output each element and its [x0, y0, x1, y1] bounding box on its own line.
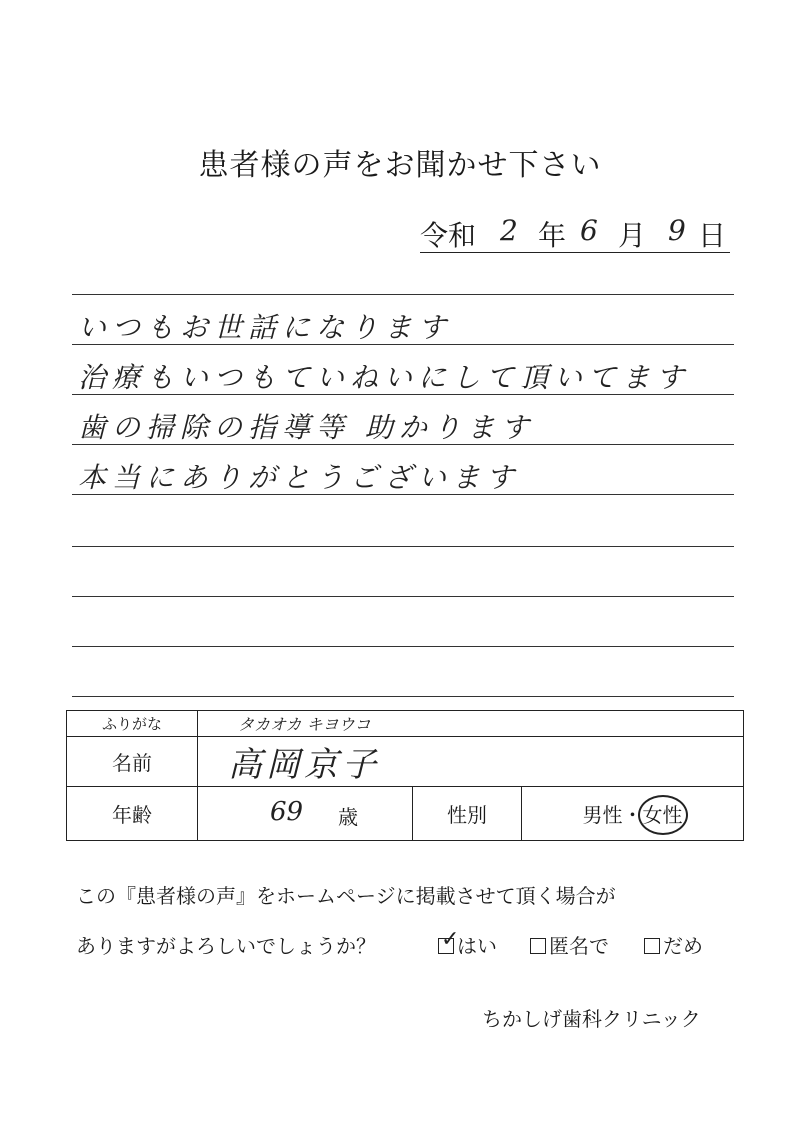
- date-year-label: 年: [538, 219, 567, 252]
- consent-option-yes[interactable]: [438, 927, 497, 959]
- consent-option-no[interactable]: [644, 930, 703, 959]
- check-mark-icon: ✓: [441, 927, 460, 952]
- message-line-2: 治療もいつもていねいにして頂いてます: [78, 361, 691, 394]
- option-no-label: だめ: [663, 934, 703, 958]
- gender-selected-circle: [638, 795, 688, 835]
- date-field: [420, 212, 730, 253]
- consent-option-anonymous[interactable]: [530, 930, 609, 959]
- option-yes-label: はい: [457, 934, 497, 958]
- age-unit: 歳: [338, 805, 358, 829]
- furigana-label: ふりがな: [67, 711, 198, 737]
- date-day: 9: [668, 214, 686, 247]
- date-year: 2: [500, 214, 518, 247]
- patient-info-table: [66, 710, 744, 841]
- consent-question-line-1: この『患者様の声』をホームページに掲載させて頂く場合が: [76, 884, 616, 908]
- page-title: 患者様の声をお聞かせ下さい: [198, 148, 602, 183]
- checkbox-yes[interactable]: [438, 927, 460, 954]
- message-line-3: 歯の掃除の指導等 助かります: [78, 411, 535, 444]
- consent-question-line-2: ありますがよろしいでしょうか？: [76, 934, 376, 958]
- age-cell: [198, 787, 413, 841]
- date-era: 令和: [420, 219, 477, 252]
- age-value: 69: [270, 797, 304, 827]
- furigana-value: タカオカ キヨウコ: [198, 711, 744, 737]
- checkbox-no[interactable]: [644, 938, 660, 954]
- checkbox-anonymous[interactable]: [530, 938, 546, 954]
- name-label: 名前: [67, 737, 198, 787]
- ruled-line: [72, 646, 734, 647]
- gender-cell: [522, 787, 744, 841]
- name-value: 高岡京子: [198, 737, 744, 787]
- date-month: 6: [580, 214, 598, 247]
- message-line-1: いつもお世話になります: [78, 311, 453, 344]
- ruled-line: [72, 696, 734, 697]
- ruled-line: [72, 294, 734, 295]
- option-anonymous-label: 匿名で: [549, 934, 609, 958]
- date-month-label: 月: [618, 219, 647, 252]
- ruled-line: [72, 596, 734, 597]
- gender-label: 性別: [413, 787, 522, 841]
- message-line-4: 本当にありがとうございます: [78, 461, 521, 494]
- date-day-label: 日: [698, 219, 727, 252]
- ruled-line: [72, 546, 734, 547]
- age-label: 年齢: [67, 787, 198, 841]
- clinic-name: ちかしげ歯科クリニック: [482, 1007, 701, 1031]
- gender-options: 男性・女性: [582, 803, 683, 827]
